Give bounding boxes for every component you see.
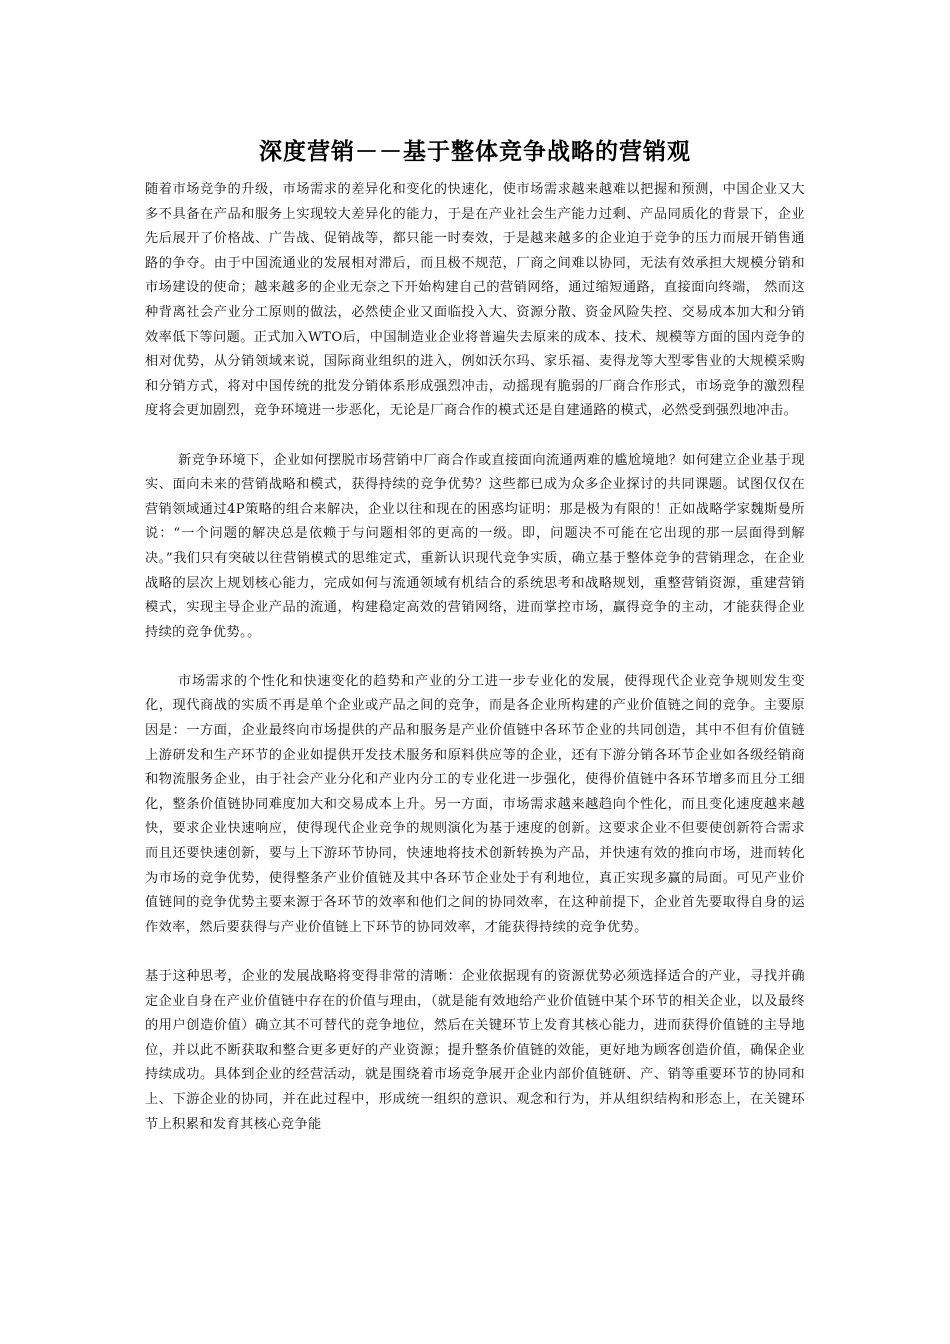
paragraph-4: 基于这种思考，企业的发展战略将变得非常的清晰：企业依据现有的资源优势必须选择适合的产业，寻找并确定企业自身在产业价值链中存在的价值与理由，（就是能有效地给产业价值链中某个环节的相关企业，以及最终的用户创造价值）确立其不可替代的竞争地位，然后在关键环节上发育其核心能力，进而获得价值链的主导地位，并以此不断获取和整合更多更好的产业资源；提升整条价值链的效能，更好地为顾客创造价值，确保企业持续成功。具体到企业的经营活动，就是围绕着市场竞争展开企业内部价值链研、产、销等重要环节的协同和上、下游企业的协同，并在此过程中，形成统一组织的意识、观念和行为，并从组织结构和形态上，在关键环节上积累和发育其核心竞争能 — [145, 969, 805, 1132]
document-title: 深度营销－－基于整体竞争战略的营销观 — [259, 139, 691, 165]
paragraph-3: 市场需求的个性化和快速变化的趋势和产业的分工进一步专业化的发展，使得现代企业竞争规则发生变化，现代商战的实质不再是单个企业或产品之间的竞争，而是各企业所构建的产业价值链之间的竞争。主要原因是：一方面，企业最终向市场提供的产品和服务是产业价值链中各环节企业的共同创造，其中不但有价值链上游研发和生产环节的企业如提供开发技术服务和原料供应等的企业，还有下游分销各环节企业如各级经销商和物流服务企业，由于社会产业分化和产业内分工的专业化进一步强化，使得价值链中各环节增多而且分工细化，整条价值链协同难度加大和交易成本上升。另一方面，市场需求越来越趋向个性化，而且变化速度越来越快，要求企业快速响应，使得现代企业竞争的规则演化为基于速度的创新。这要求企业不但要使创新符合需求而且还要快速创新，要与上下游环节协同，快速地将技术创新转换为产品，并快速有效的推向市场，进而转化为市场的竞争优势，使得整条产业价值链及其中各环节企业处于有利地位，真正实现多赢的局面。可见产业价值链间的竞争优势主要来源于各环节的效率和他们之间的协同效率，在这种前提下，企业首先要取得自身的运作效率，然后要获得与产业价值链上下环节的协同效率，才能获得持续的竞争优势。 — [145, 673, 805, 935]
document-body — [145, 178, 805, 1137]
paragraph-1: 随着市场竞争的升级，市场需求的差异化和变化的快速化，使市场需求越来越难以把握和预测，中国企业又大多不具备在产品和服务上实现较大差异化的能力，于是在产业社会生产能力过剩、产品同质化的背景下，企业先后展开了价格战、广告战、促销战等，都只能一时奏效，于是越来越多的企业迫于竞争的压力而展开销售通路的争夺。由于中国流通业的发展相对滞后，而且极不规范，厂商之间难以协同，无法有效承担大规模分销和市场建设的使命；越来越多的企业无奈之下开始构建自己的营销网络，通过缩短通路，直接面向终端， 然而这种背离社会产业分工原则的做法，必然使企业又面临投入大、资源分散、资金风险失控、交易成本加大和分销效率低下等问题。正式加入WTO后，中国制造业企业将普遍失去原来的成本、技术、规模等方面的国内竞争的相对优势，从分销领域来说，国际商业组织的进入，例如沃尔玛、家乐福、麦得龙等大型零售业的大规模采购和分销方式，将对中国传统的批发分销体系形成强烈冲击，动摇现有脆弱的厂商合作形式，市场竞争的激烈程度将会更加剧烈，竞争环境进一步恶化，无论是厂商合作的模式还是自建通路的模式，必然受到强烈地冲击。 — [145, 182, 805, 419]
paragraph-2: 新竞争环境下，企业如何摆脱市场营销中厂商合作或直接面向流通两难的尴尬境地？如何建立企业基于现实、面向未来的营销战略和模式，获得持续的竞争优势？这些都已成为众多企业探讨的共同课题。试图仅仅在营销领域通过4P策略的组合来解决，企业以往和现在的困惑均证明：那是极为有限的！正如战略学家魏斯曼所说：“一个问题的解决总是依赖于与问题相邻的更高的一级。即，问题决不可能在它出现的那一层面得到解决。”我们只有突破以往营销模式的思维定式，重新认识现代竞争实质，确立基于整体竞争的营销理念，在企业战略的层次上规划核心能力，完成如何与流通领域有机结合的系统思考和战略规划，重整营销资源，重建营销模式，实现主导企业产品的流通，构建稳定高效的营销网络，进而掌控市场，赢得竞争的主动，才能获得企业持续的竞争优势。。 — [145, 452, 805, 640]
